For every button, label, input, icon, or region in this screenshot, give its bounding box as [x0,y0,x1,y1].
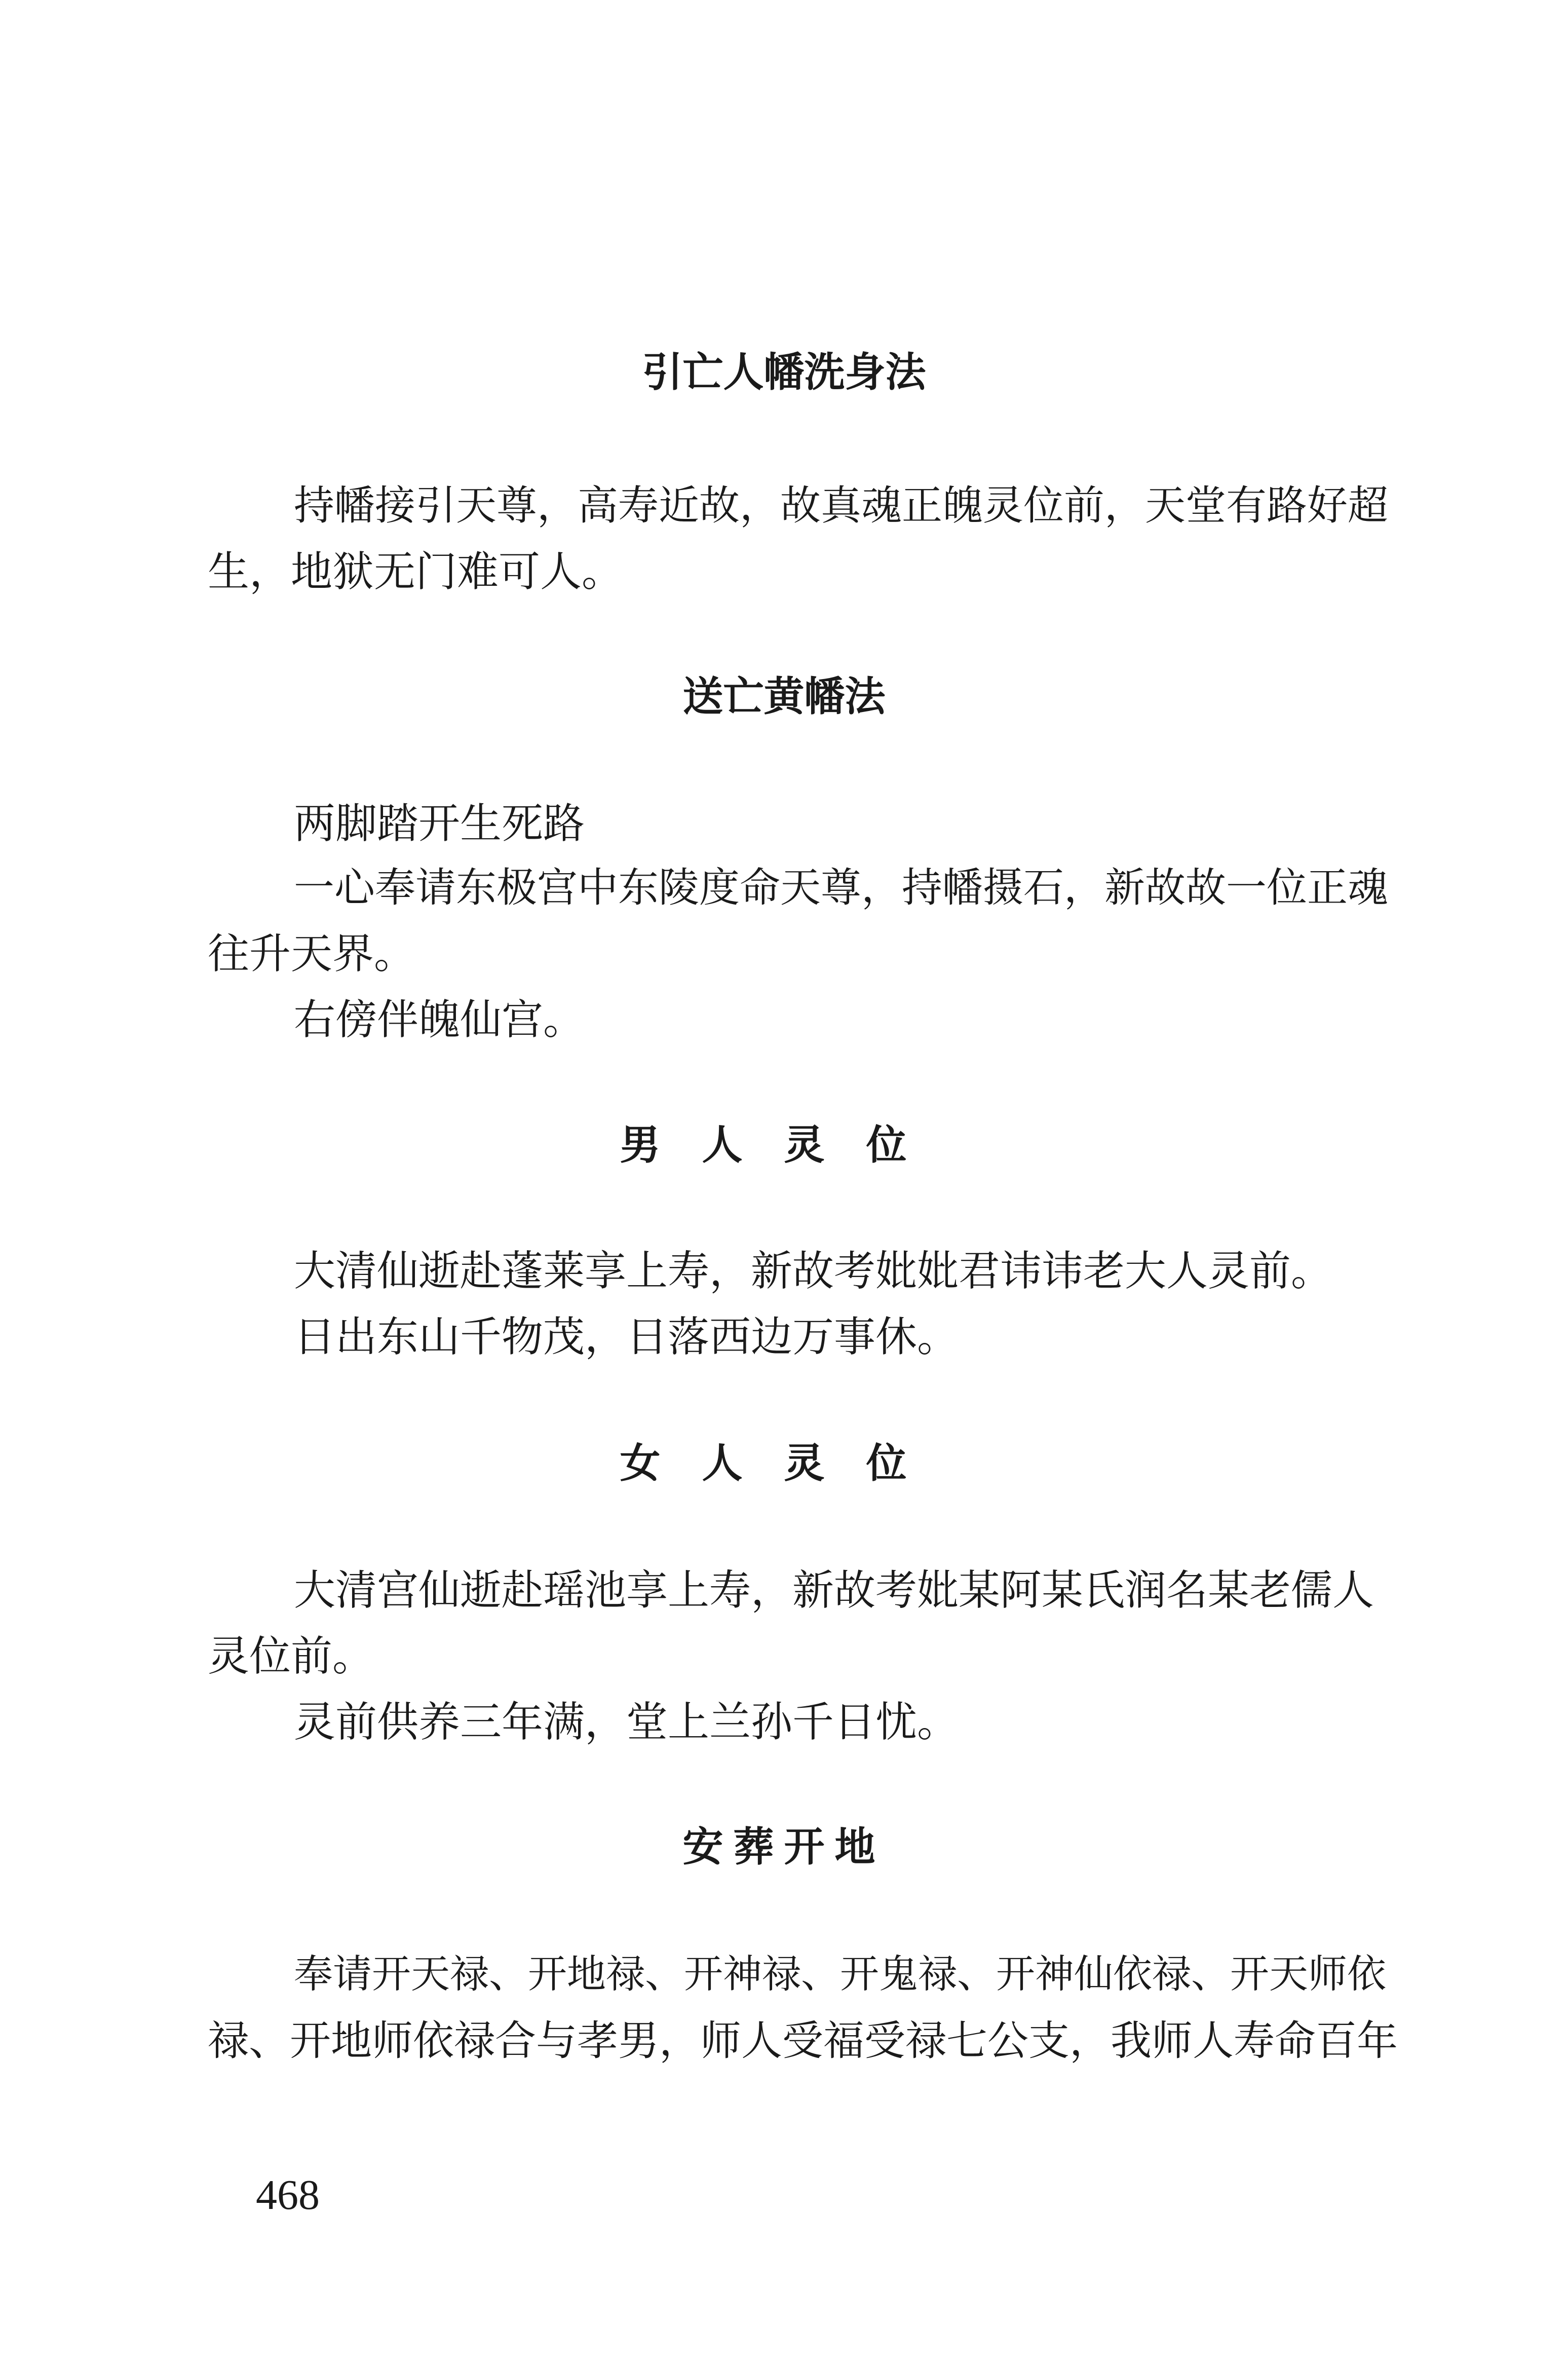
section-title-5: 安葬开地 [682,1823,886,1870]
section-3-line-1: 大清仙逝赴蓬莱享上寿，新故考妣妣君讳讳老大人灵前。 [294,1247,1333,1295]
section-1-line-2: 生，地狱无门难可人。 [208,548,624,596]
section-1-line-1: 持幡接引天尊，高寿近故，故真魂正魄灵位前，天堂有路好超 [294,482,1388,529]
section-title-1: 引亡人幡洗身法 [642,349,926,396]
section-4-line-3: 灵前供养三年满，堂上兰孙千日忧。 [294,1698,959,1746]
section-4-line-2: 灵位前。 [208,1632,374,1680]
section-title-3: 男人灵位 [620,1121,948,1169]
section-5-line-1: 奉请开天禄、开地禄、开神禄、开鬼禄、开神仙依禄、开天师依 [294,1952,1386,1997]
section-2-line-2: 一心奉请东极宫中东陵度命天尊，持幡摄石，新故故一位正魂 [294,864,1388,911]
section-5-line-2: 禄、开地师依禄合与孝男，师人受福受禄七公支，我师人寿命百年 [208,2017,1398,2065]
section-4-line-1: 大清宫仙逝赴瑶池享上寿，新故考妣某阿某氏润名某老儒人 [294,1566,1374,1615]
section-2-line-1: 两脚踏开生死路 [294,800,585,848]
section-2-line-3: 往升天界。 [208,930,416,978]
section-2-line-4: 右傍伴魄仙宫。 [294,996,585,1044]
section-title-2: 送亡黄幡法 [682,673,886,720]
page-number: 468 [256,2171,320,2219]
section-3-line-2: 日出东山千物茂，日落西边万事休。 [294,1313,959,1361]
section-title-4: 女人灵位 [620,1440,948,1487]
